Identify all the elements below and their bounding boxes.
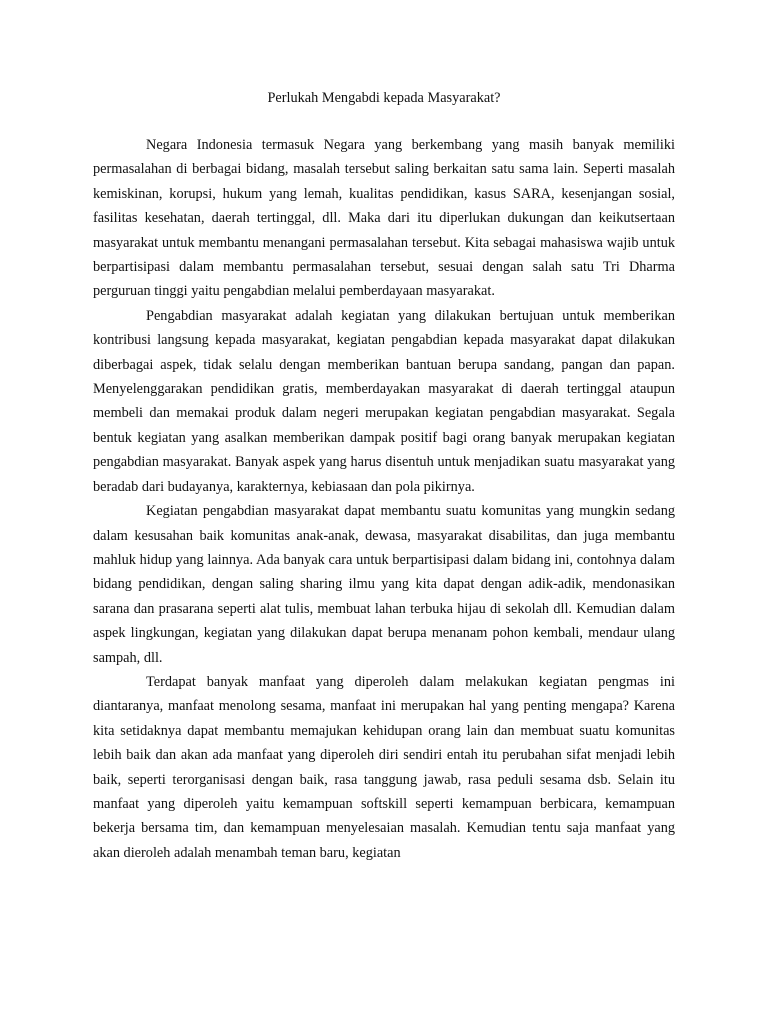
paragraph-2: Pengabdian masyarakat adalah kegiatan yang dilakukan bertujuan untuk memberikan kontribusi langsung kepada masyarakat, kegiatan pengabdian kepada masyarakat dapat dilakukan diberbagai aspek, tidak selalu dengan memberikan bantuan berupa sandang, pangan dan papan. Menyelenggarakan pendidikan gratis, memberdayakan masyarakat di daerah tertinggal ataupun membeli dan memakai produk dalam negeri merupakan kegiatan pengabdian masyarakat. Segala bentuk kegiatan yang asalkan memberikan dampak positif bagi orang banyak merupakan kegiatan pengabdian masyarakat. Banyak aspek yang harus disentuh untuk menjadikan suatu masyarakat yang beradab dari budayanya, karakternya, kebiasaan dan pola pikirnya. — [93, 307, 675, 495]
document-body — [93, 133, 675, 865]
paragraph-1: Negara Indonesia termasuk Negara yang berkembang yang masih banyak memiliki permasalahan di berbagai bidang, masalah tersebut saling berkaitan satu sama lain. Seperti masalah kemiskinan, korupsi, hukum yang lemah, kualitas pendidikan, kasus SARA, kesenjangan sosial, fasilitas kesehatan, daerah tertinggal, dll. Maka dari itu diperlukan dukungan dan keikutsertaan masyarakat untuk membantu menangani permasalahan tersebut. Kita sebagai mahasiswa wajib untuk berpartisipasi dalam membantu permasalahan tersebut, sesuai dengan salah satu Tri Dharma perguruan tinggi yaitu pengabdian melalui pemberdayaan masyarakat. — [93, 137, 675, 300]
document-title: Perlukah Mengabdi kepada Masyarakat? — [267, 90, 501, 106]
paragraph-3: Kegiatan pengabdian masyarakat dapat membantu suatu komunitas yang mungkin sedang dalam kesusahan baik komunitas anak-anak, dewasa, masyarakat disabilitas, dan juga membantu mahluk hidup yang lainnya. Ada banyak cara untuk berpartisipasi dalam bidang ini, contohnya dalam bidang pendidikan, dengan saling sharing ilmu yang kita dapat dengan adik-adik, mendonasikan sarana dan prasarana seperti alat tulis, membuat lahan terbuka hijau di sekolah dll. Kemudian dalam aspek lingkungan, kegiatan yang dilakukan dapat berupa menanam pohon kembali, mendaur ulang sampah, dll. — [93, 503, 675, 666]
paragraph-4: Terdapat banyak manfaat yang diperoleh dalam melakukan kegiatan pengmas ini diantaranya, manfaat menolong sesama, manfaat ini merupakan hal yang penting mengapa? Karena kita setidaknya dapat membantu memajukan kehidupan orang lain dan membuat suatu komunitas lebih baik dan akan ada manfaat yang diperoleh diri sendiri entah itu perubahan sifat menjadi lebih baik, seperti terorganisasi dengan baik, rasa tanggung jawab, rasa peduli sesama dsb. Selain itu manfaat yang diperoleh yaitu kemampuan softskill seperti kemampuan berbicara, kemampuan bekerja bersama tim, dan kemampuan menyelesaian masalah. Kemudian tentu saja manfaat yang akan dieroleh adalah menambah teman baru, kegiatan — [93, 673, 675, 861]
